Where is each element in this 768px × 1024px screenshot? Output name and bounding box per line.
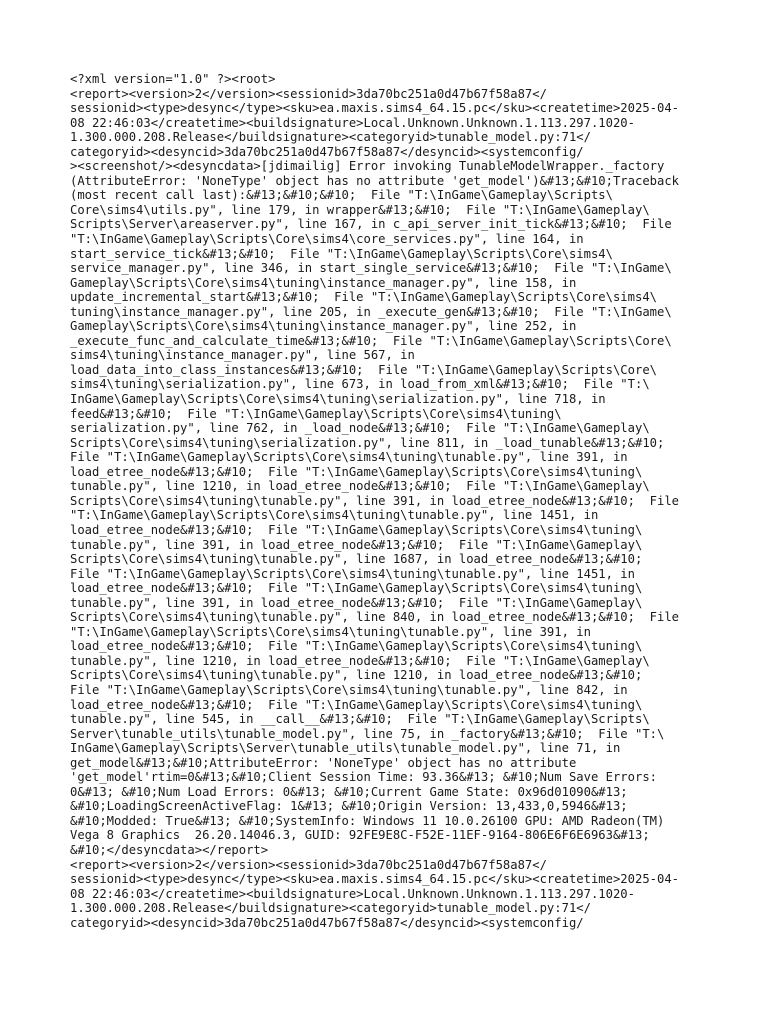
document-line: load_etree_node&#13;&#10; File "T:\InGame\Gameplay\Scripts\Core\sims4\tuning\ [70,581,643,596]
document-line: sims4\tuning\serialization.py", line 673, in load_from_xml&#13;&#10; File "T:\ [70,377,650,392]
document-line: 1.300.000.208.Release</buildsignature><categoryid>tunable_model.py:71</ [70,901,591,916]
document-line: tunable.py", line 1210, in load_etree_node&#13;&#10; File "T:\InGame\Gameplay\ [70,479,650,494]
document-line: tunable.py", line 1210, in load_etree_node&#13;&#10; File "T:\InGame\Gameplay\ [70,653,650,668]
document-line: "T:\InGame\Gameplay\Scripts\Core\sims4\tuning\tunable.py", line 1451, in [70,508,599,523]
document-line: sessionid><type>desync</type><sku>ea.maxis.sims4_64.15.pc</sku><createtime>2025-04- [70,101,680,116]
document-line: Core\sims4\utils.py", line 179, in wrapper&#13;&#10; File "T:\InGame\Gameplay\ [70,202,650,217]
document-line: load_etree_node&#13;&#10; File "T:\InGame\Gameplay\Scripts\Core\sims4\tuning\ [70,639,643,654]
document-line: update_incremental_start&#13;&#10; File "T:\InGame\Gameplay\Scripts\Core\sims4\ [70,290,657,305]
document-line: 08 22:46:03</createtime><buildsignature>Local.Unknown.Unknown.1.113.297.1020- [70,115,635,130]
document-line: InGame\Gameplay\Scripts\Server\tunable_utils\tunable_model.py", line 71, in [70,741,621,756]
document-line: &#10;Modded: True&#13; &#10;SystemInfo: Windows 11 10.0.26100 GPU: AMD Radeon(TM) [70,813,665,828]
document-line: <?xml version="1.0" ?><root> [70,72,276,86]
document-line: load_etree_node&#13;&#10; File "T:\InGame\Gameplay\Scripts\Core\sims4\tuning\ [70,464,643,479]
document-line: Gameplay\Scripts\Core\sims4\tuning\instance_manager.py", line 252, in [70,319,577,334]
document-line: Scripts\Core\sims4\tuning\tunable.py", line 391, in load_etree_node&#13;&#10; File [70,493,680,508]
document-line: File "T:\InGame\Gameplay\Scripts\Core\sims4\tuning\tunable.py", line 1451, in [70,566,635,581]
document-line: load_etree_node&#13;&#10; File "T:\InGame\Gameplay\Scripts\Core\sims4\tuning\ [70,522,643,537]
document-line: load_data_into_class_instances&#13;&#10; File "T:\InGame\Gameplay\Scripts\Core\ [70,362,657,377]
document-line: categoryid><desyncid>3da70bc251a0d47b67f58a87</desyncid><systemconfig/ [70,915,584,930]
document-line: Vega 8 Graphics 26.20.14046.3, GUID: 92FE9E8C-F52E-11EF-9164-806E6F6E6963&#13; [70,828,650,843]
document-line: &#10;LoadingScreenActiveFlag: 1&#13; &#10;Origin Version: 13,433,0,5946&#13; [70,799,628,814]
document-body [70,72,710,930]
document-line: <report><version>2</version><sessionid>3da70bc251a0d47b67f58a87</ [70,86,547,101]
document-line: Scripts\Core\sims4\tuning\tunable.py", line 840, in load_etree_node&#13;&#10; File [70,610,680,625]
document-line: Scripts\Core\sims4\tuning\tunable.py", line 1687, in load_etree_node&#13;&#10; [70,552,643,567]
document-line: tunable.py", line 391, in load_etree_node&#13;&#10; File "T:\InGame\Gameplay\ [70,595,643,610]
document-line: Gameplay\Scripts\Core\sims4\tuning\instance_manager.py", line 158, in [70,275,577,290]
document-line: load_etree_node&#13;&#10; File "T:\InGame\Gameplay\Scripts\Core\sims4\tuning\ [70,697,643,712]
document-line: sims4\tuning\instance_manager.py", line 567, in [70,348,415,363]
document-line: 1.300.000.208.Release</buildsignature><categoryid>tunable_model.py:71</ [70,130,591,145]
document-line: ><screenshot/><desyncdata>[jdimailig] Error invoking TunableModelWrapper._factory [70,159,665,174]
document-line: get_model&#13;&#10;AttributeError: 'NoneType' object has no attribute [70,755,577,770]
document-line: Scripts\Server\areaserver.py", line 167, in c_api_server_init_tick&#13;&#10; File [70,217,672,232]
document-line: tunable.py", line 545, in __call__&#13;&#10; File "T:\InGame\Gameplay\Scripts\ [70,712,650,727]
document-line: &#10;</desyncdata></report> [70,842,269,857]
document-line: File "T:\InGame\Gameplay\Scripts\Core\sims4\tuning\tunable.py", line 842, in [70,682,628,697]
document-line: (AttributeError: 'NoneType' object has no attribute 'get_model')&#13;&#10;Traceback [70,173,680,188]
document-line: 0&#13; &#10;Num Load Errors: 0&#13; &#10;Current Game State: 0x96d01090&#13; [70,784,628,799]
document-line: service_manager.py", line 346, in start_single_service&#13;&#10; File "T:\InGame\ [70,261,672,276]
document-line: "T:\InGame\Gameplay\Scripts\Core\sims4\tuning\tunable.py", line 391, in [70,624,591,639]
document-line: tunable.py", line 391, in load_etree_node&#13;&#10; File "T:\InGame\Gameplay\ [70,537,643,552]
document-line: start_service_tick&#13;&#10; File "T:\InGame\Gameplay\Scripts\Core\sims4\ [70,246,613,261]
document-line: tuning\instance_manager.py", line 205, in _execute_gen&#13;&#10; File "T:\InGame\ [70,304,672,319]
document-line: _execute_func_and_calculate_time&#13;&#10; File "T:\InGame\Gameplay\Scripts\Core\ [70,333,672,348]
document-line: categoryid><desyncid>3da70bc251a0d47b67f58a87</desyncid><systemconfig/ [70,144,584,159]
document-line: feed&#13;&#10; File "T:\InGame\Gameplay\Scripts\Core\sims4\tuning\ [70,406,562,421]
document-line: serialization.py", line 762, in _load_node&#13;&#10; File "T:\InGame\Gameplay\ [70,421,650,436]
document-line: File "T:\InGame\Gameplay\Scripts\Core\sims4\tuning\tunable.py", line 391, in [70,450,628,465]
document-line: Scripts\Core\sims4\tuning\serialization.py", line 811, in _load_tunable&#13;&#10; [70,435,665,450]
document-line: 08 22:46:03</createtime><buildsignature>Local.Unknown.Unknown.1.113.297.1020- [70,886,635,901]
document-line: InGame\Gameplay\Scripts\Core\sims4\tuning\serialization.py", line 718, in [70,392,606,407]
document-line: "T:\InGame\Gameplay\Scripts\Core\sims4\core_services.py", line 164, in [70,232,584,247]
document-line: <report><version>2</version><sessionid>3da70bc251a0d47b67f58a87</ [70,857,547,872]
document-line: 'get_model'rtim=0&#13;&#10;Client Session Time: 93.36&#13; &#10;Num Save Errors: [70,770,657,785]
document-line: (most recent call last):&#13;&#10;&#10; File "T:\InGame\Gameplay\Scripts\ [70,188,613,203]
document-line: Server\tunable_utils\tunable_model.py", line 75, in _factory&#13;&#10; File "T:\ [70,726,665,741]
document-line: Scripts\Core\sims4\tuning\tunable.py", line 1210, in load_etree_node&#13;&#10; [70,668,643,683]
document-line: sessionid><type>desync</type><sku>ea.maxis.sims4_64.15.pc</sku><createtime>2025-04- [70,872,680,887]
